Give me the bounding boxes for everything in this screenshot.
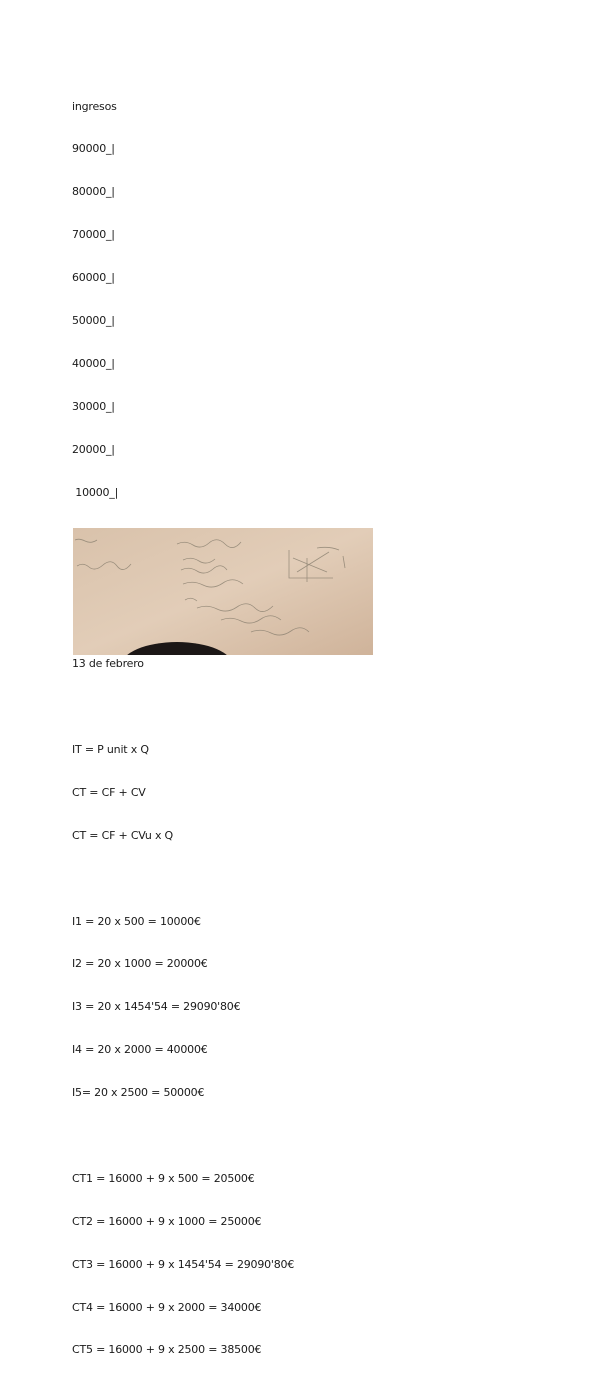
formula-line: IT = P unit x Q <box>72 742 149 756</box>
cost-line: CT3 = 16000 + 9 x 1454'54 = 29090'80€ <box>72 1257 295 1271</box>
graph-tick: 40000_| <box>72 356 115 370</box>
formula-line: CT = CF + CV <box>72 785 146 799</box>
graph-tick: 70000_| <box>72 228 115 242</box>
income-line: I1 = 20 x 500 = 10000€ <box>72 914 201 928</box>
graph-tick: 50000_| <box>72 314 115 328</box>
graph-y-label: ingresos <box>72 99 117 113</box>
cost-line: CT1 = 16000 + 9 x 500 = 20500€ <box>72 1171 255 1185</box>
spacer <box>72 872 294 886</box>
spacer <box>72 1129 294 1143</box>
graph-tick: 10000_| <box>72 485 119 499</box>
whiteboard-photo <box>73 528 373 655</box>
graph-tick: 80000_| <box>72 185 115 199</box>
graph-tick: 90000_| <box>72 142 115 156</box>
income-line: I4 = 20 x 2000 = 40000€ <box>72 1043 208 1057</box>
cost-line: CT4 = 16000 + 9 x 2000 = 34000€ <box>72 1300 262 1314</box>
date-heading: 13 de febrero <box>72 657 144 671</box>
spacer <box>72 700 294 714</box>
cost-line: CT2 = 16000 + 9 x 1000 = 25000€ <box>72 1214 262 1228</box>
graph-tick: 30000_| <box>72 399 115 413</box>
formula-line: CT = CF + CVu x Q <box>72 828 174 842</box>
notes-text <box>72 71 294 1386</box>
income-line: I3 = 20 x 1454'54 = 29090'80€ <box>72 1000 241 1014</box>
graph-tick: 20000_| <box>72 442 115 456</box>
income-line: I2 = 20 x 1000 = 20000€ <box>72 957 208 971</box>
cost-line: CT5 = 16000 + 9 x 2500 = 38500€ <box>72 1343 262 1357</box>
graph-tick: 60000_| <box>72 271 115 285</box>
income-line: I5= 20 x 2500 = 50000€ <box>72 1086 205 1100</box>
